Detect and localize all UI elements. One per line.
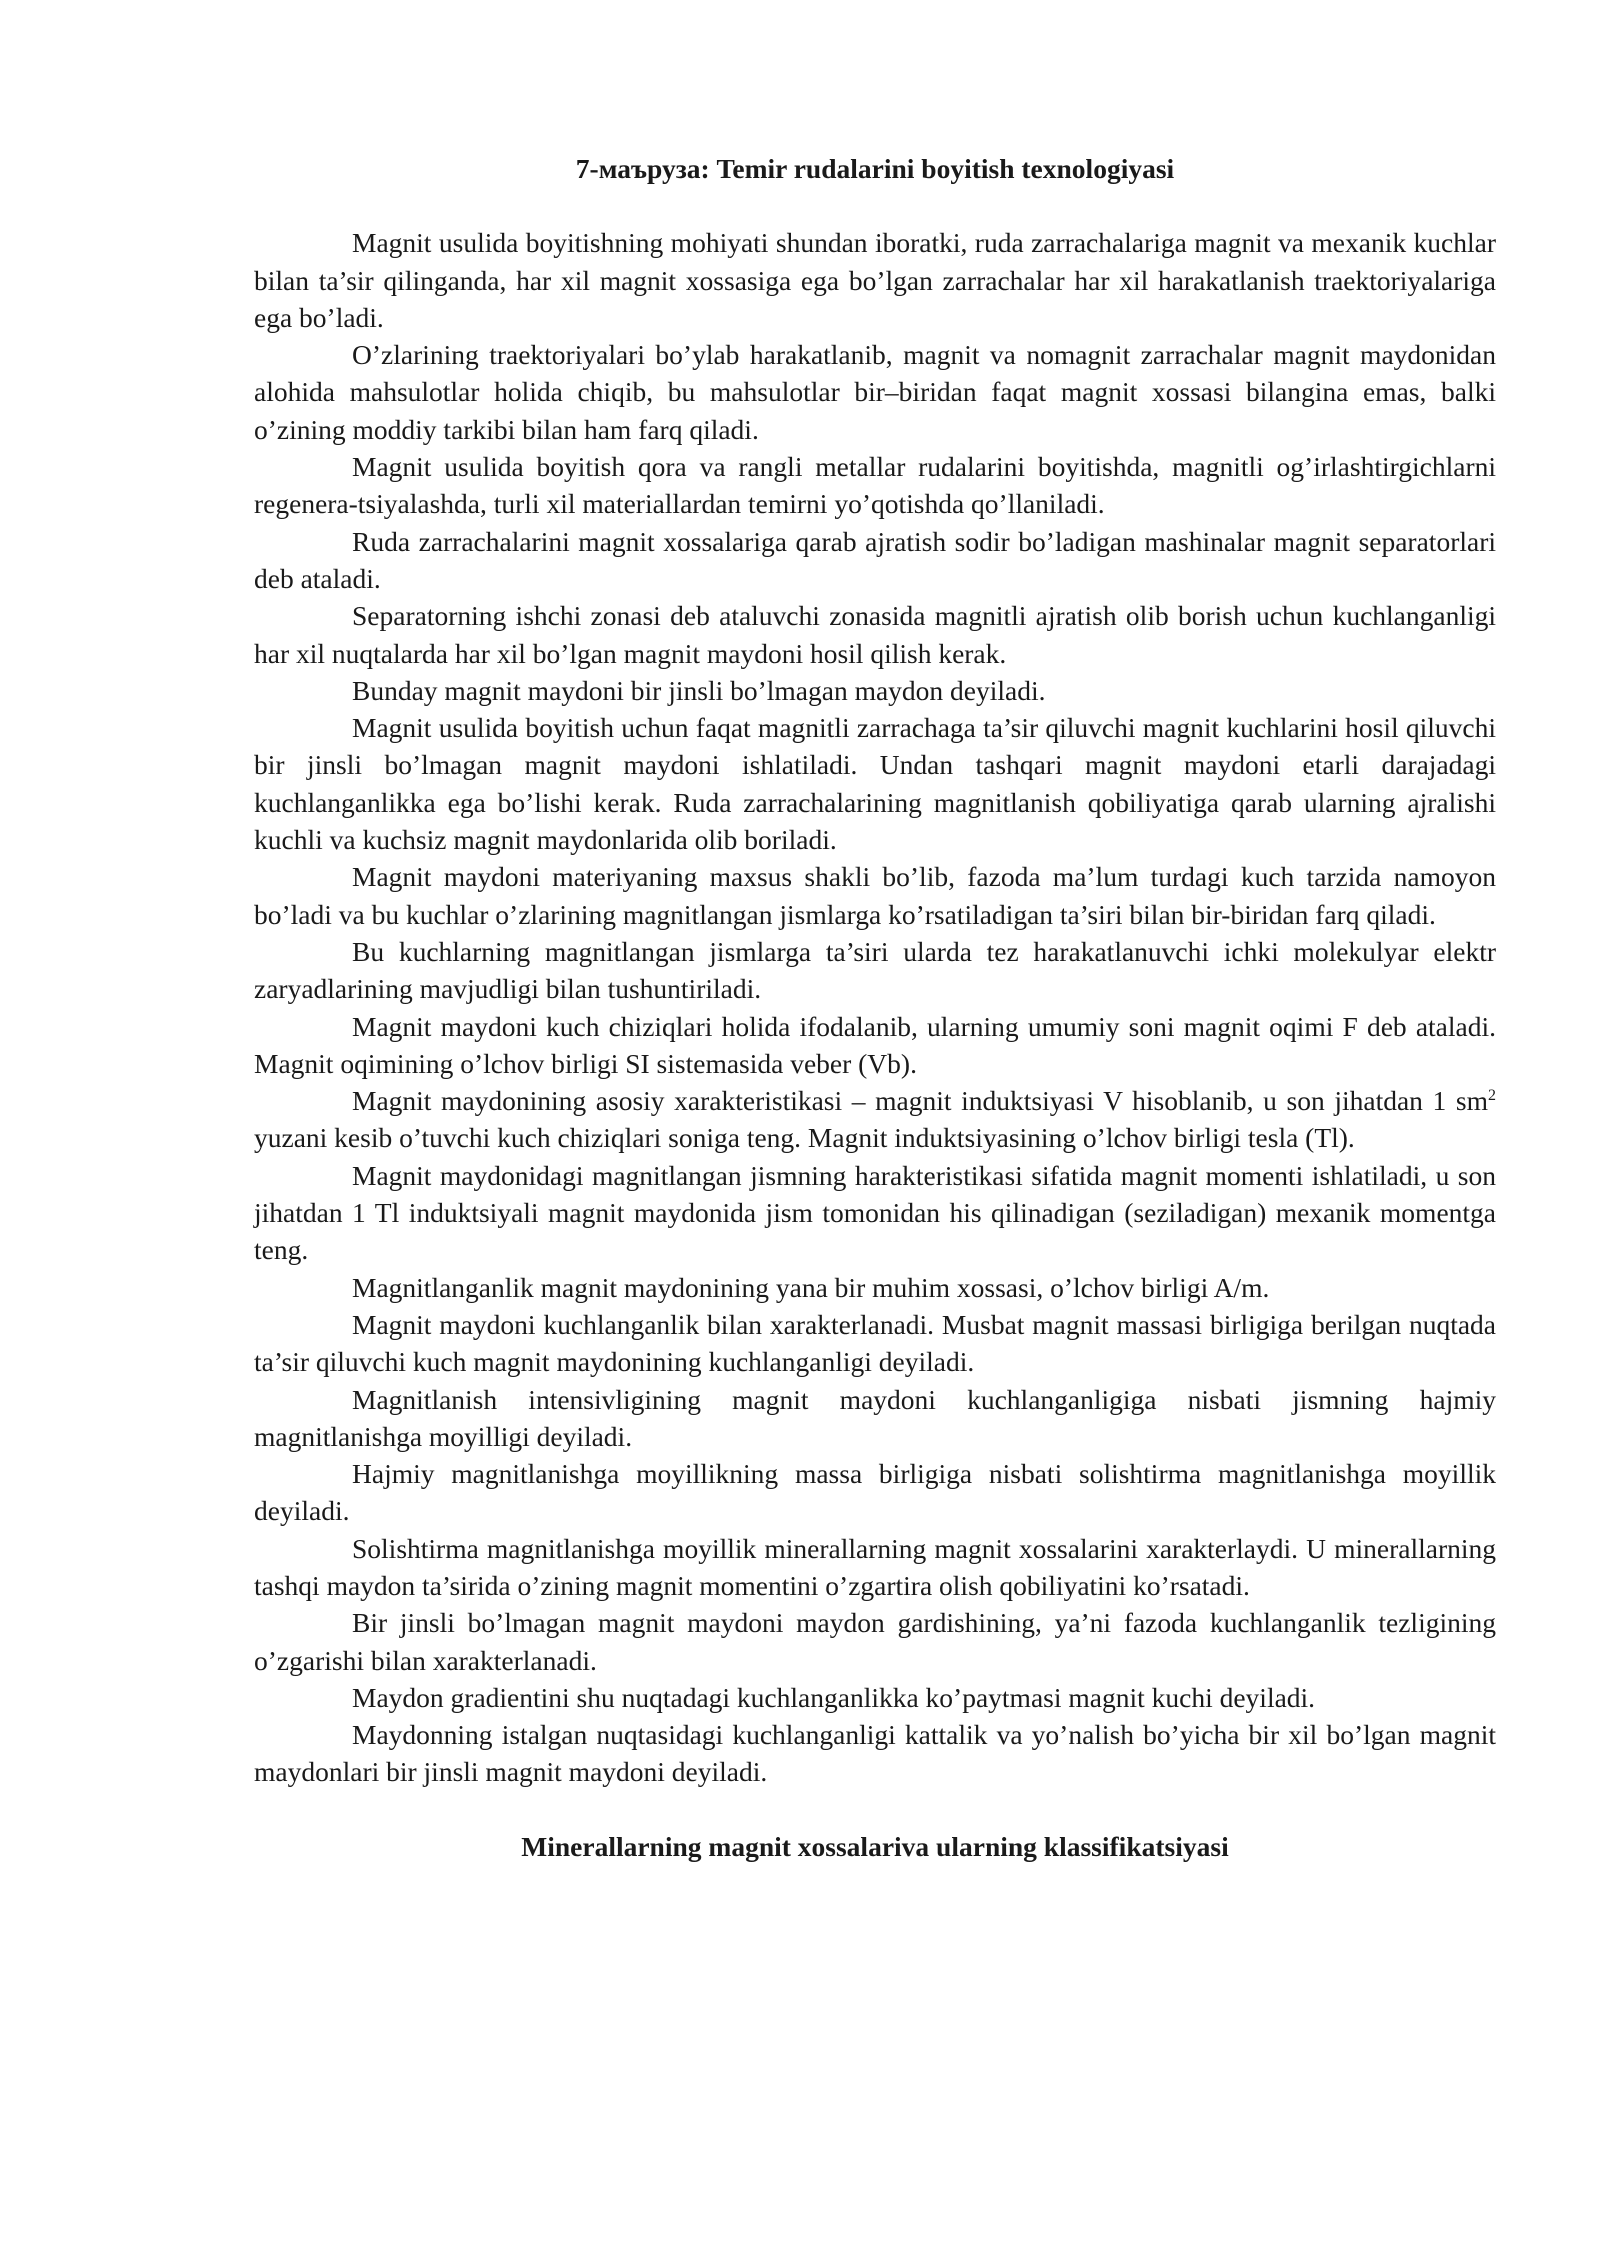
paragraph: Magnit usulida boyitishning mohiyati shundan iboratki, ruda zarrachalariga magnit va mexanik kuchlar bilan ta’sir qilinganda, har xil magnit xossasiga ega bo’lgan zarrachalar har xil harakatlanish traektoriyalariga ega bo’ladi. — [254, 227, 1496, 333]
paragraph: Magnit usulida boyitish uchun faqat magnitli zarrachaga ta’sir qiluvchi magnit kuchlarini hosil qiluvchi bir jinsli bo’lmagan magnit maydoni ishlatiladi. Undan tashqari magnit maydoni etarli darajadagi kuchlanganlikka ega bo’lishi kerak. Ruda zarrachalarining magnitlanish qobiliyatiga qarab ularning ajralishi kuchli va kuchsiz magnit maydonlarida olib boriladi. — [254, 712, 1496, 856]
page-title: 7-маъруза: Temir rudalarini boyitish texnologiyasi — [575, 153, 1175, 184]
paragraph: Magnit maydoni materiyaning maxsus shakli bo’lib, fazoda ma’lum turdagi kuch tarzida namoyon bo’ladi va bu kuchlar o’zlarining magnitlangan jismlarga ko’rsatiladigan ta’siri bilan bir-biridan farq qiladi. — [254, 861, 1496, 930]
paragraph: Magnit usulida boyitish qora va rangli metallar rudalarini boyitishda, magnitli og’irlashtirgichlarni regenera-tsiyalashda, turli xil materiallardan temirni yo’qotishda qo’llaniladi. — [254, 451, 1496, 520]
paragraph: Magnit maydoni kuch chiziqlari holida ifodalanib, ularning umumiy soni magnit oqimi F deb ataladi. Magnit oqimining o’lchov birligi SI sistemasida veber (Vb). — [254, 1010, 1496, 1079]
paragraph: Magnit maydoni kuchlanganlik bilan xarakterlanadi. Musbat magnit massasi birligiga berilgan nuqtada ta’sir qiluvchi kuch magnit maydonining kuchlanganligi deyiladi. — [254, 1308, 1496, 1378]
paragraph: Solishtirma magnitlanishga moyillik minerallarning magnit xossalarini xarakterlaydi. U minerallarning tashqi maydon ta’sirida o’zining magnit momentini o’zgartira olish qobiliyatini ko’rsatadi. — [254, 1532, 1496, 1601]
paragraph: O’zlarining traektoriyalari bo’ylab harakatlanib, magnit va nomagnit zarrachalar magnit maydonidan alohida mahsulotlar holida chiqib, bu mahsulotlar bir–biridan faqat magnit xossasi bilangina emas, balki o’zining moddiy tarkibi bilan ham farq qiladi. — [254, 339, 1496, 445]
induction-text-before: Magnit maydonining asosiy xarakteristikasi – magnit induktsiyasi V hisoblanib, u son jihatdan 1 sm — [352, 1085, 1488, 1117]
paragraph: Ruda zarrachalarini magnit xossalariga qarab ajratish sodir bo’ladigan mashinalar magnit separatorlari deb ataladi. — [254, 525, 1496, 594]
paragraph-induction — [254, 1082, 1496, 1157]
induction-text-after: yuzani kesib o’tuvchi kuch chiziqlari soniga teng. Magnit induktsiyasining o’lchov birligi tesla (Tl). — [254, 1122, 1355, 1154]
paragraph: Separatorning ishchi zonasi deb ataluvchi zonasida magnitli ajratish olib borish uchun kuchlanganligi har xil nuqtalarda har xil bo’lgan magnit maydoni hosil qilish kerak. — [254, 600, 1496, 669]
section-title: Minerallarning magnit xossalariva ularning klassifikatsiyasi — [521, 1830, 1229, 1862]
document-page — [254, 150, 1496, 1865]
paragraph: Maydon gradientini shu nuqtadagi kuchlanganlikka ko’paytmasi magnit kuchi deyiladi. — [352, 1681, 1316, 1713]
paragraph: Magnitlanganlik magnit maydonining yana bir muhim xossasi, o’lchov birligi A/m. — [352, 1271, 1270, 1303]
paragraph: Magnitlanish intensivligining magnit maydoni kuchlanganligiga nisbati jismning hajmiy magnitlanishga moyilligi deyiladi. — [254, 1383, 1496, 1452]
paragraph: Bu kuchlarning magnitlangan jismlarga ta’siri ularda tez harakatlanuvchi ichki molekulyar elektr zaryadlarining mavjudligi bilan tushuntiriladi. — [254, 935, 1496, 1005]
paragraph: Bunday magnit maydoni bir jinsli bo’lmagan maydon deyiladi. — [352, 674, 1046, 706]
superscript: 2 — [1488, 1086, 1496, 1104]
paragraph: Maydonning istalgan nuqtasidagi kuchlanganligi kattalik va yo’nalish bo’yicha bir xil bo’lgan magnit maydonlari bir jinsli magnit maydoni deyiladi. — [254, 1719, 1496, 1788]
paragraph: Magnit maydonidagi magnitlangan jismning harakteristikasi sifatida magnit momenti ishlatiladi, u son jihatdan 1 Tl induktsiyali magnit maydonida jism tomonidan his qilinadigan (seziladigan) mexanik momentga teng. — [254, 1159, 1496, 1266]
paragraph: Bir jinsli bo’lmagan magnit maydoni maydon gardishining, ya’ni fazoda kuchlanganlik tezligining o’zgarishi bilan xarakterlanadi. — [254, 1607, 1496, 1676]
paragraph: Hajmiy magnitlanishga moyillikning massa birligiga nisbati solishtirma magnitlanishga moyillik deyiladi. — [254, 1458, 1496, 1527]
